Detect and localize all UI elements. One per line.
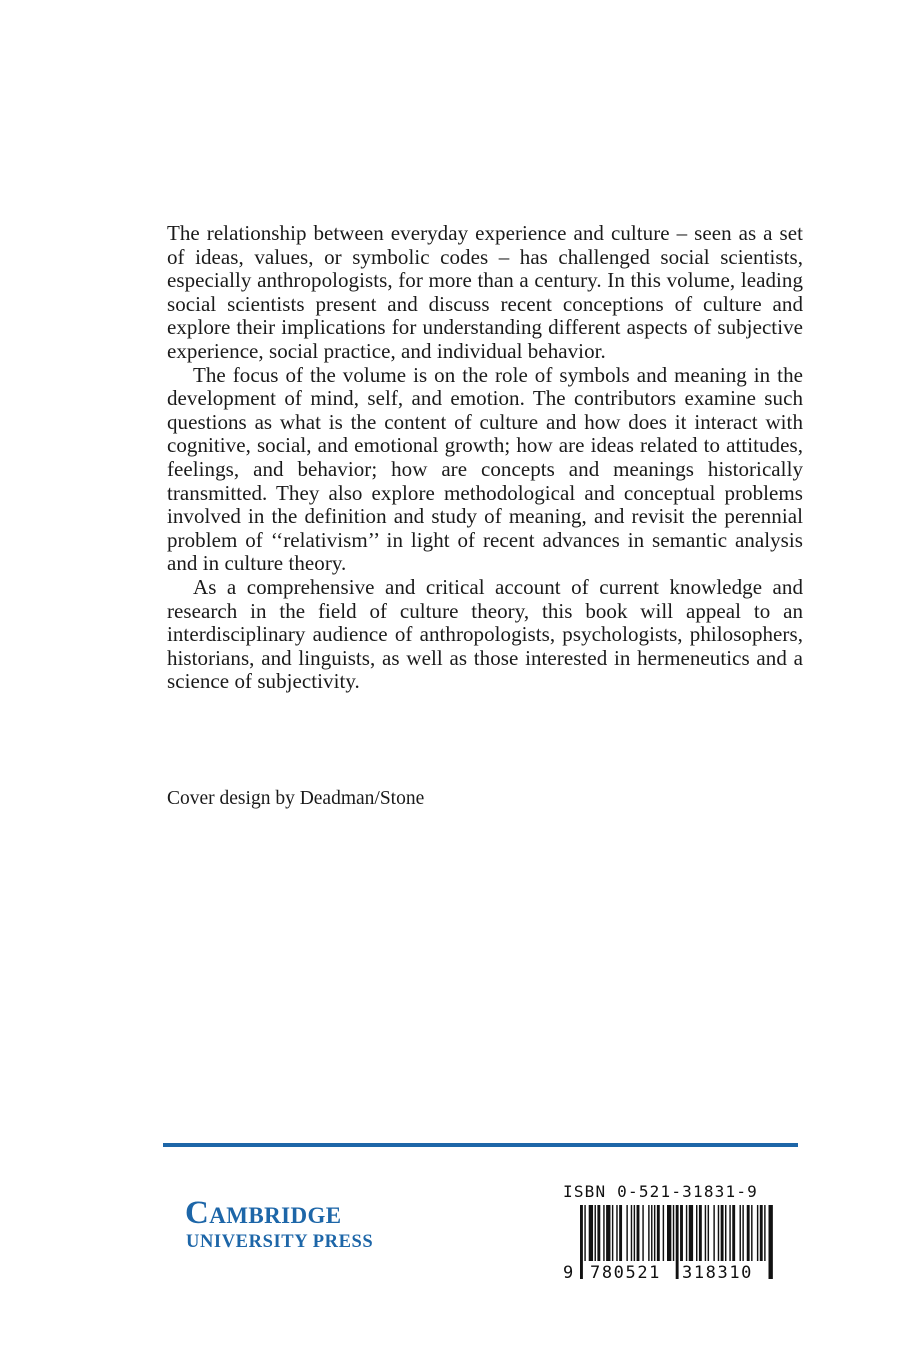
publisher-logo bbox=[185, 1196, 425, 1252]
barcode-first-digit: 9 bbox=[563, 1263, 574, 1283]
blurb-paragraph-1: The relationship between everyday experience and culture – seen as a set of ideas, values, or symbolic codes – has challenged social scientists, especially anthropologists, for more than a century. In this volume, leading social scientists present and discuss recent conceptions of culture and explore their implications for understanding different aspects of subjective experience, social practice, and individual behavior. bbox=[167, 221, 803, 363]
blurb-paragraph-3: As a comprehensive and critical account of current knowledge and research in the field of culture theory, this book will appeal to an interdisciplinary audience of anthropologists, psychologists, philosophers, historians, and linguists, as well as those interested in hermeneutics and a science of subjectivity. bbox=[167, 574, 803, 694]
publisher-subtitle: UNIVERSITY PRESS bbox=[186, 1232, 374, 1252]
divider-rule bbox=[163, 1143, 798, 1147]
cover-design-credit: Cover design by Deadman/Stone bbox=[167, 788, 425, 809]
publisher-name: Cambridge bbox=[185, 1195, 342, 1231]
barcode-left-digits: 780521 bbox=[590, 1263, 662, 1283]
blurb-paragraph-2: The focus of the volume is on the role of symbols and meaning in the development of mind, self, and emotion. The contributors examine such questions as what is the content of culture and how does it interact with cognitive, social, and emotional growth; how are ideas related to attitudes, feelings, and behavior; how are concepts and meanings historically transmitted. They also explore methodological and conceptual problems involved in the definition and study of meaning, and revisit the perennial problem of ‘‘relativism’’ in light of recent advances in semantic analysis and in culture theory. bbox=[167, 362, 803, 576]
back-cover-blurb bbox=[167, 222, 803, 694]
barcode-right-digits: 318310 bbox=[682, 1263, 754, 1283]
isbn-label: ISBN 0-521-31831-9 bbox=[563, 1182, 758, 1201]
barcode bbox=[563, 1205, 781, 1287]
